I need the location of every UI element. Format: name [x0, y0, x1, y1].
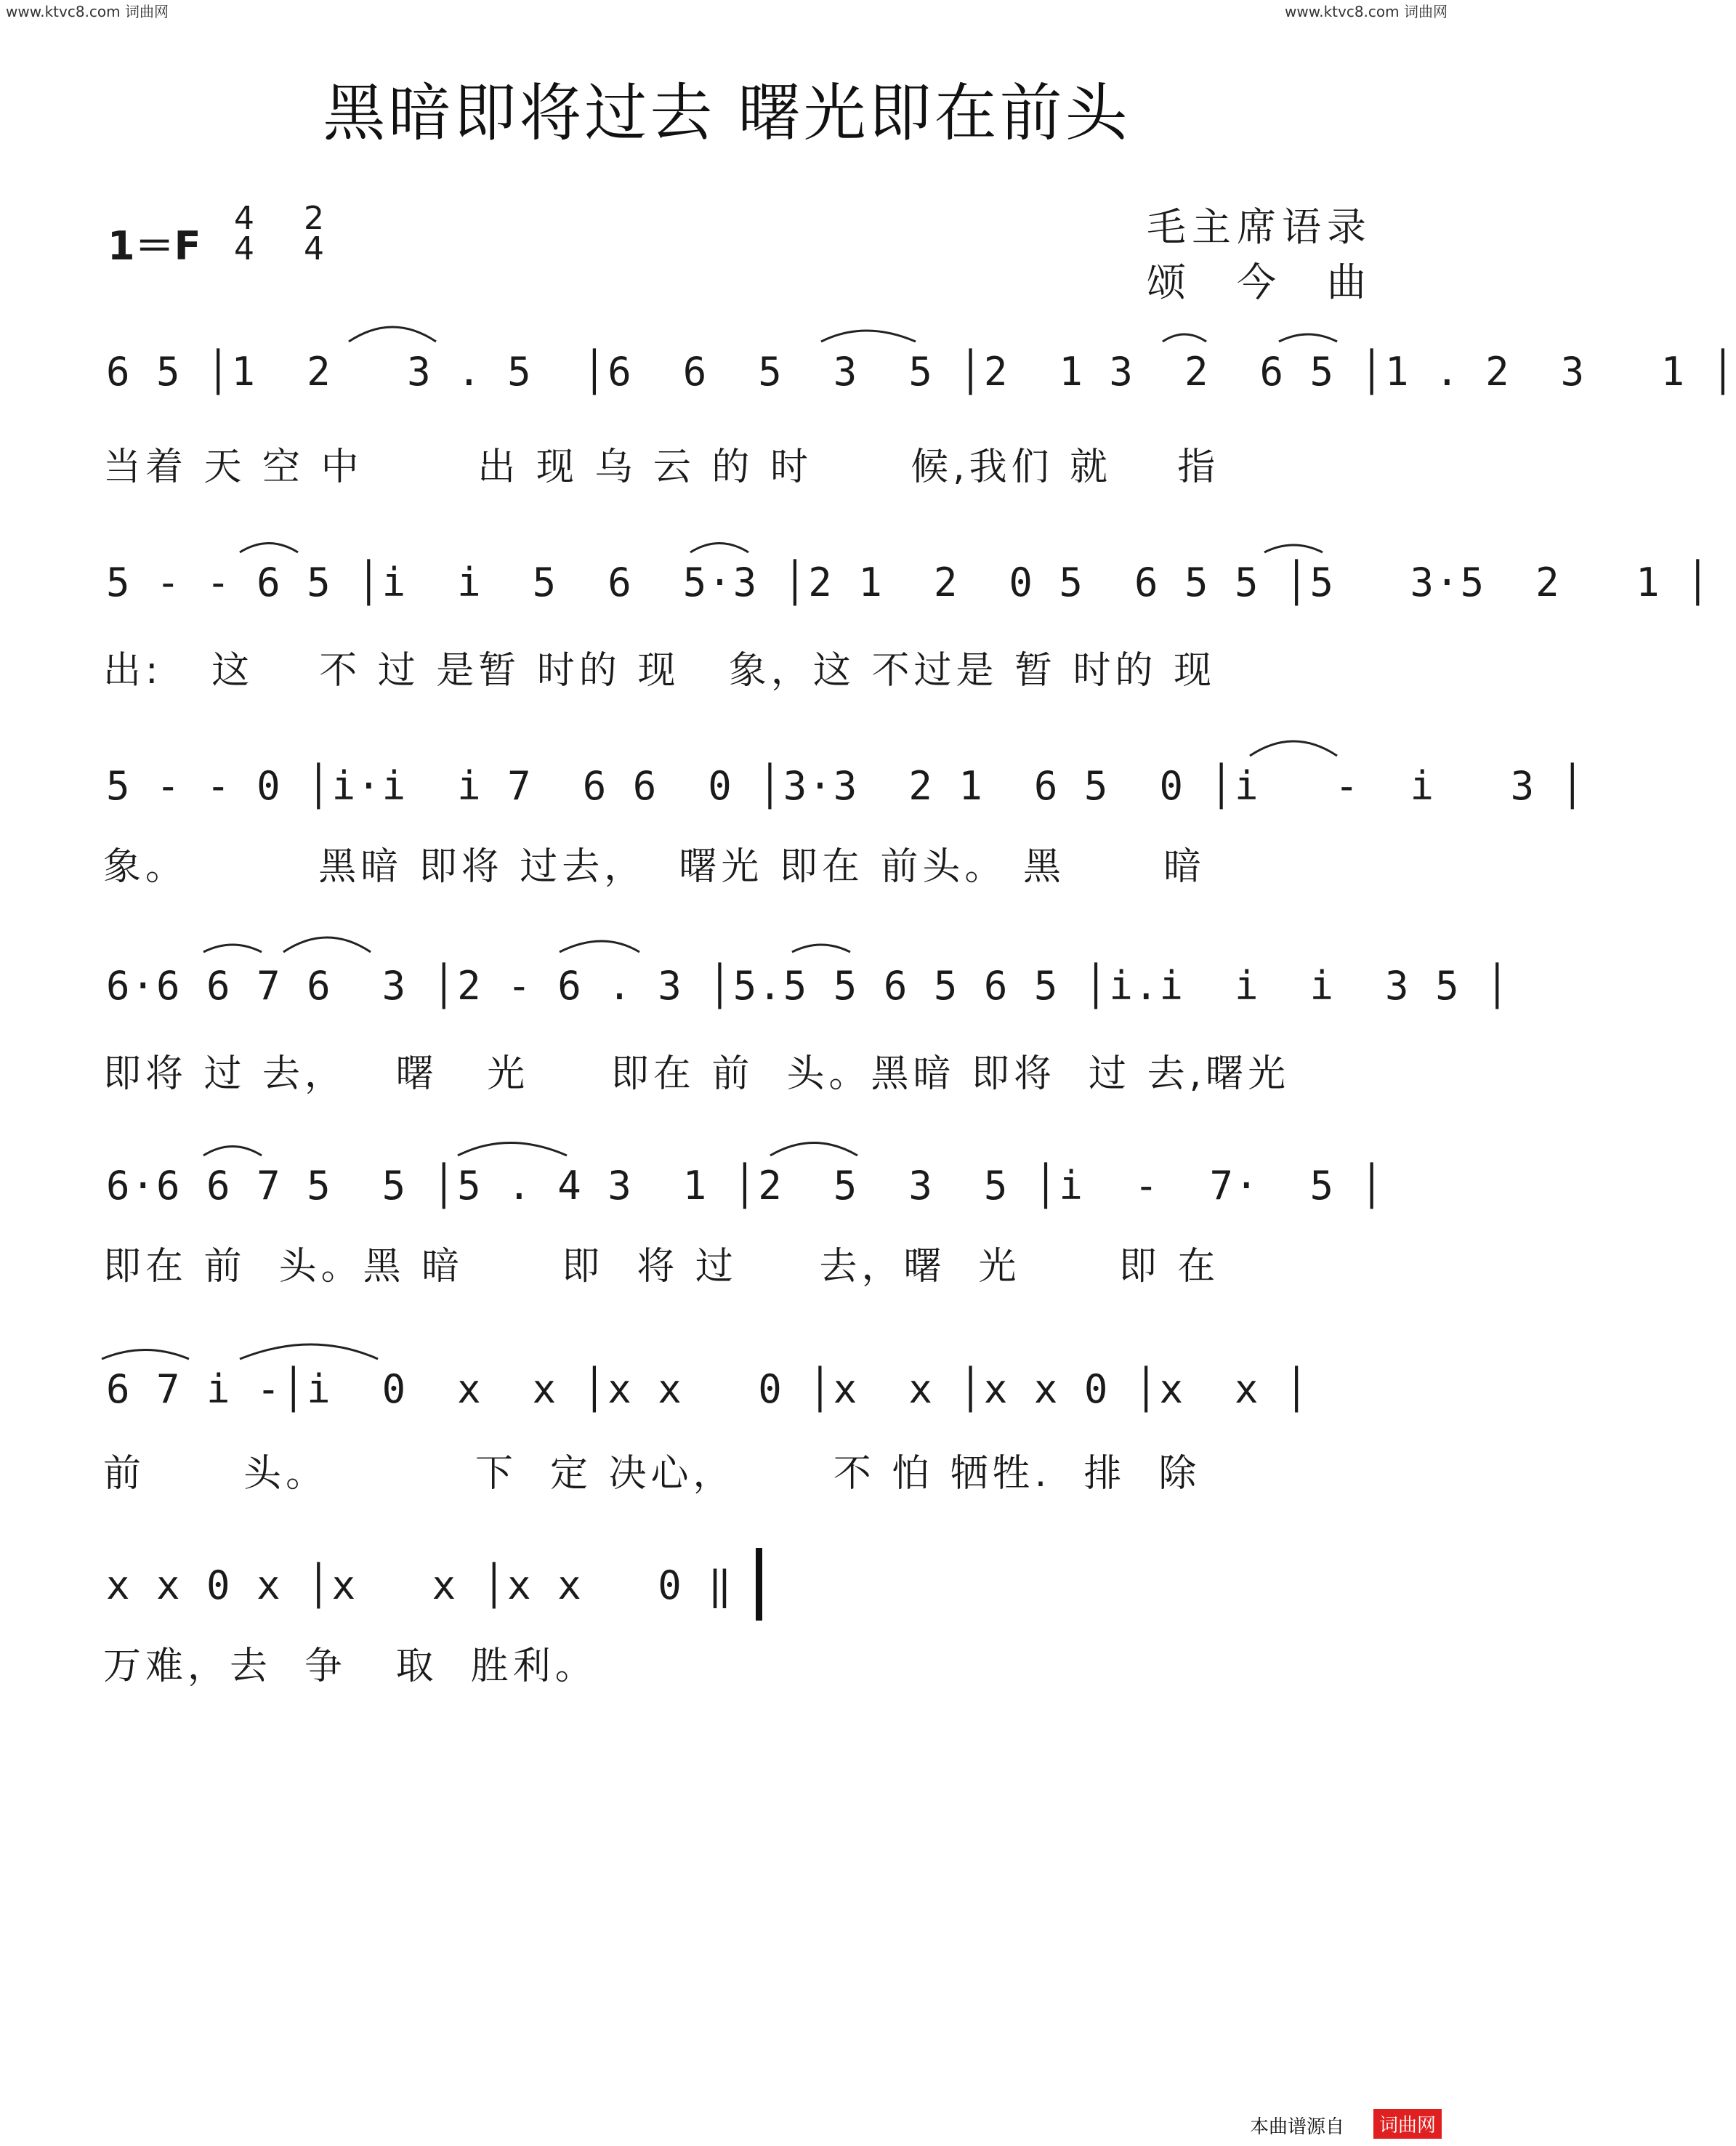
slur [458, 1143, 567, 1156]
slur [1279, 334, 1337, 342]
notation-line-1: 6 5 │1 2 3 . 5 │6 6 5 3 5 │2 1 3 2 6 5 │1 . 2 3 1 │ [106, 349, 1736, 395]
slur [102, 1350, 189, 1360]
lyric-line-6: 前 头。 下 定 决心， 不 怕 牺牲. 排 除 [103, 1452, 1201, 1496]
slur [203, 1147, 262, 1156]
time-signature-2-top: 2 [304, 200, 324, 237]
watermark-left: www.ktvc8.com 词曲网 [6, 3, 169, 20]
slur [1264, 545, 1323, 552]
footer-source-text: 本曲谱源自 [1249, 2116, 1344, 2138]
composer-credit: 颂 今 曲 [1147, 259, 1372, 305]
slur [240, 1344, 378, 1359]
notation-line-5: 6·6 6 7 5 5 │5 . 4 3 1 │2 5 3 5 │i - 7· 5 │ [106, 1163, 1386, 1209]
time-signature-1-top: 4 [234, 200, 254, 237]
watermark-right: www.ktvc8.com 词曲网 [1284, 3, 1448, 20]
slur [283, 937, 371, 952]
slur [240, 544, 298, 553]
lyric-line-7: 万难，去 争 取 胜利。 [103, 1645, 597, 1688]
slur [203, 945, 262, 952]
lyricist-credit: 毛主席语录 [1147, 204, 1372, 250]
page-title: 黑暗即将过去 曙光即在前头 [323, 77, 1131, 150]
slur [770, 1143, 857, 1156]
lyric-line-4: 即将 过 去， 曙 光 即在 前 头。黑暗 即将 过 去,曙光 [103, 1052, 1291, 1096]
slur [560, 941, 639, 952]
slur [1163, 334, 1206, 342]
notation-line-3: 5 - - 0 │i·i i 7 6 6 0 │3·3 2 1 6 5 0 │i - i 3 │ [106, 763, 1586, 809]
notation-line-2: 5 - - 6 5 │i i 5 6 5·3 │2 1 2 0 5 6 5 5 │5 3·5 2 1 │ [106, 560, 1711, 605]
notation-line-7: x x 0 x │x x │x x 0 ‖ [106, 1562, 733, 1608]
slur [792, 945, 850, 952]
lyric-line-1: 当着 天 空 中 出 现 乌 云 的 时 候,我们 就 指 [103, 445, 1220, 489]
slur [1250, 741, 1337, 756]
notation-line-4: 6·6 6 7 6 3 │2 - 6 . 3 │5.5 5 6 5 6 5 │i.i i i 3 5 │ [106, 963, 1511, 1009]
slur [821, 331, 916, 342]
footer-site-logo[interactable]: 词曲网 [1373, 2109, 1442, 2139]
lyric-line-2: 出: 这 不 过 是暂 时的 现 象，这 不过是 暂 时的 现 [103, 649, 1216, 693]
lyric-line-5: 即在 前 头。黑 暗 即 将 过 去，曙 光 即 在 [103, 1245, 1220, 1288]
time-signature-2-bottom: 4 [304, 230, 324, 267]
slur [349, 327, 436, 342]
key-signature: 1＝F [108, 223, 201, 269]
time-signature-1-bottom: 4 [234, 230, 254, 267]
notation-line-6: 6 7 i -│i 0 x x │x x 0 │x x │x x 0 │x x │ [106, 1366, 1310, 1412]
slur [690, 544, 748, 553]
lyric-line-3: 象。 黑暗 即将 过去， 曙光 即在 前头。 黑 暗 [103, 845, 1206, 889]
